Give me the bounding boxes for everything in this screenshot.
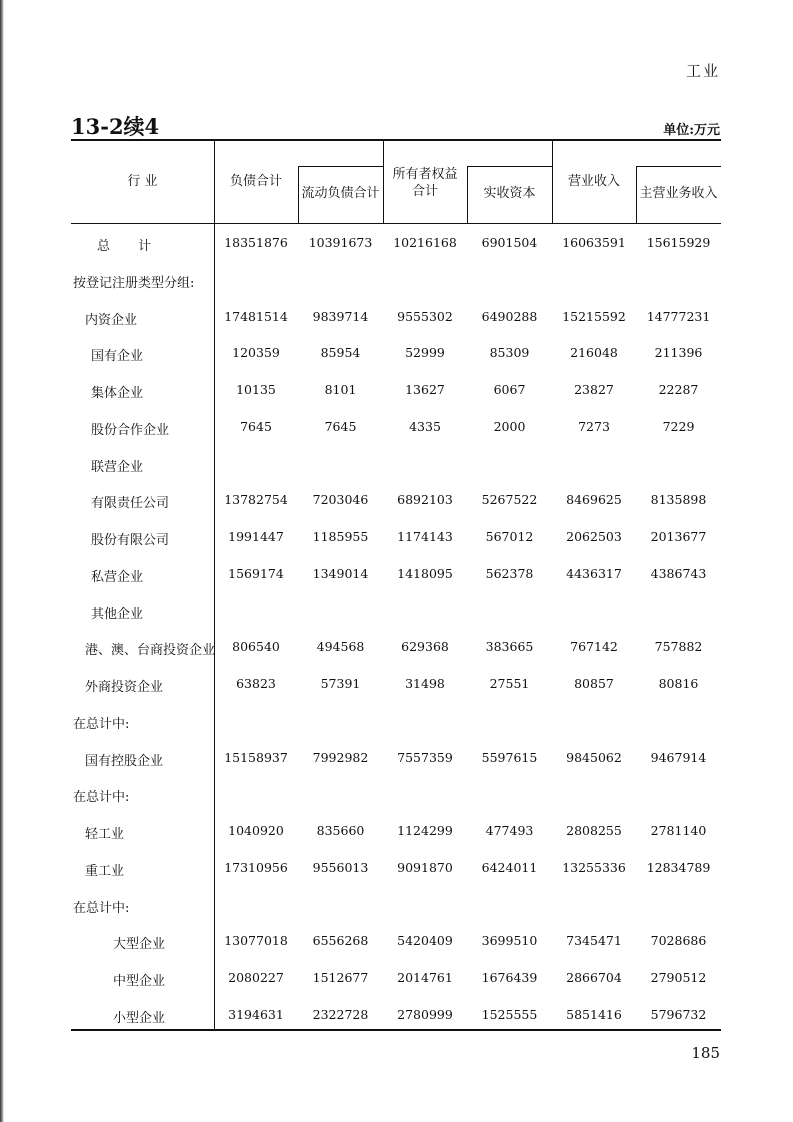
row-label: 轻工业 — [85, 827, 125, 842]
table-row — [71, 456, 721, 476]
row-label: 国有企业 — [91, 349, 144, 365]
row-value: 18351876 — [224, 235, 288, 250]
row-value: 1174143 — [397, 529, 453, 544]
row-value: 6892103 — [397, 492, 453, 508]
row-value: 15215592 — [562, 308, 626, 324]
table-row — [71, 1007, 721, 1027]
table-row — [71, 603, 721, 623]
unit-label: 单位:万元 — [663, 123, 720, 138]
row-value: 120359 — [232, 345, 280, 361]
row-value: 15158937 — [224, 749, 288, 765]
row-value: 477493 — [485, 823, 534, 838]
row-value: 5796732 — [650, 1006, 707, 1022]
row-value: 85309 — [489, 345, 530, 361]
row-value: 7028686 — [650, 933, 707, 949]
row-label: 大型企业 — [113, 937, 166, 953]
row-label: 集体企业 — [91, 386, 144, 401]
row-label: 私营企业 — [91, 569, 144, 585]
row-value: 1525555 — [481, 1006, 538, 1022]
table-row — [71, 970, 721, 990]
table-row — [71, 566, 721, 586]
row-value: 2080227 — [228, 970, 284, 985]
row-value: 13255336 — [562, 859, 626, 875]
row-value: 8101 — [324, 382, 357, 397]
row-value: 562378 — [485, 565, 534, 581]
row-label: 外商投资企业 — [85, 680, 164, 695]
row-value: 4386743 — [650, 565, 707, 581]
row-value: 629368 — [401, 639, 449, 655]
row-value: 9845062 — [566, 749, 622, 765]
table-row — [71, 309, 721, 329]
row-value: 4436317 — [566, 565, 622, 581]
row-label: 股份合作企业 — [91, 422, 170, 438]
row-label: 在总计中: — [73, 716, 130, 732]
row-value: 2781140 — [650, 823, 707, 838]
row-value: 80857 — [574, 676, 614, 691]
row-value: 10216168 — [393, 235, 457, 250]
table-title: 13-2续4 — [71, 114, 160, 139]
row-value: 57391 — [320, 676, 361, 691]
table-row — [71, 492, 721, 512]
row-value: 7229 — [662, 418, 695, 434]
row-value: 52999 — [405, 345, 445, 361]
table-row — [71, 713, 721, 733]
table-row — [71, 676, 721, 696]
row-value: 2013677 — [650, 529, 707, 544]
row-value: 7203046 — [312, 492, 369, 508]
row-value: 63823 — [236, 676, 276, 691]
row-value: 567012 — [485, 529, 534, 544]
row-label: 按登记注册类型分组: — [73, 275, 195, 291]
row-value: 806540 — [232, 639, 280, 655]
row-label: 有限责任公司 — [91, 496, 170, 512]
column-divider — [383, 141, 384, 223]
table-row — [71, 897, 721, 917]
row-value: 3699510 — [481, 933, 538, 949]
table-row — [71, 860, 721, 880]
row-label: 在总计中: — [73, 790, 130, 806]
header-owners-equity: 所有者权益合计 — [392, 167, 458, 199]
header-industry: 行 业 — [127, 174, 158, 189]
row-value: 80816 — [658, 676, 699, 691]
row-value: 9839714 — [312, 308, 369, 324]
row-value: 5420409 — [397, 933, 453, 949]
row-value: 1124299 — [397, 823, 453, 838]
row-value: 2014761 — [397, 970, 453, 985]
row-value: 767142 — [570, 639, 618, 655]
row-value: 3194631 — [228, 1006, 284, 1022]
row-value: 9555302 — [397, 308, 453, 324]
row-value: 5851416 — [566, 1006, 622, 1022]
subheader-rule — [298, 166, 383, 167]
row-value: 494568 — [316, 639, 365, 655]
row-value: 9556013 — [312, 859, 369, 875]
row-value: 7645 — [324, 418, 357, 434]
row-label: 联营企业 — [91, 459, 144, 475]
row-value: 1349014 — [312, 565, 369, 581]
row-value: 1418095 — [397, 565, 453, 581]
table-row — [71, 933, 721, 953]
table-row — [71, 750, 721, 770]
row-value: 13782754 — [224, 492, 288, 508]
table-header-rule — [71, 223, 721, 224]
table-row — [71, 823, 721, 843]
row-value: 10391673 — [308, 235, 373, 250]
row-label: 国有控股企业 — [85, 753, 164, 769]
row-value: 7557359 — [397, 749, 453, 765]
row-label: 在总计中: — [73, 900, 130, 916]
row-value: 12834789 — [646, 859, 711, 875]
row-value: 17310956 — [224, 859, 288, 875]
row-value: 22287 — [658, 382, 699, 397]
row-value: 23827 — [574, 382, 614, 397]
table-row — [71, 639, 721, 659]
row-value: 2866704 — [566, 970, 622, 985]
row-value: 211396 — [654, 345, 703, 361]
row-value: 383665 — [485, 639, 534, 655]
row-value: 2062503 — [566, 529, 622, 544]
row-value: 4335 — [409, 418, 441, 434]
row-value: 8469625 — [566, 492, 622, 508]
row-value: 2808255 — [566, 823, 622, 838]
row-label: 股份有限公司 — [91, 533, 170, 548]
row-value: 27551 — [489, 676, 530, 691]
row-value: 9091870 — [397, 859, 453, 875]
row-value: 85954 — [320, 345, 361, 361]
row-value: 7273 — [578, 418, 610, 434]
row-value: 1185955 — [312, 529, 369, 544]
row-value: 6901504 — [481, 235, 538, 250]
table-bottom-rule — [71, 1029, 721, 1031]
row-value: 13077018 — [224, 933, 288, 949]
row-value: 15615929 — [646, 235, 711, 250]
table-row — [71, 419, 721, 439]
header-paid-in-capital: 实收资本 — [483, 186, 536, 201]
row-label: 其他企业 — [91, 606, 144, 622]
row-value: 31498 — [405, 676, 445, 691]
row-value: 7992982 — [312, 749, 369, 765]
page-number: 185 — [691, 1044, 720, 1062]
row-label: 内资企业 — [85, 312, 138, 328]
row-value: 1040920 — [228, 823, 284, 838]
page-edge-shadow — [0, 0, 4, 1122]
subheader-rule — [467, 166, 552, 167]
row-value: 2000 — [493, 418, 526, 434]
row-value: 2790512 — [650, 970, 707, 985]
table-top-rule — [71, 139, 721, 141]
row-value: 1676439 — [481, 970, 538, 985]
row-value: 835660 — [316, 823, 365, 838]
row-value: 14777231 — [646, 308, 711, 324]
row-value: 1991447 — [228, 529, 284, 544]
row-value: 10135 — [236, 382, 276, 397]
row-value: 6556268 — [312, 933, 369, 949]
row-value: 2780999 — [397, 1006, 453, 1022]
table-row — [71, 345, 721, 365]
row-value: 9467914 — [650, 749, 707, 765]
row-value: 216048 — [570, 345, 618, 361]
table-row — [71, 529, 721, 549]
row-value: 6490288 — [481, 308, 538, 324]
row-label: 中型企业 — [113, 974, 166, 989]
row-value: 5267522 — [481, 492, 538, 508]
row-label: 重工业 — [85, 863, 125, 879]
header-main-business-revenue: 主营业务收入 — [639, 186, 718, 201]
header-current-liabilities: 流动负债合计 — [301, 186, 380, 201]
row-value: 6424011 — [481, 859, 538, 875]
table-row — [71, 786, 721, 806]
row-value: 5597615 — [481, 749, 538, 765]
row-label: 小型企业 — [113, 1010, 166, 1026]
row-value: 1512677 — [312, 970, 369, 985]
row-value: 1569174 — [228, 565, 284, 581]
row-value: 8135898 — [650, 492, 707, 508]
row-label: 港、澳、台商投资企业 — [85, 643, 216, 659]
row-value: 13627 — [405, 382, 445, 397]
header-operating-revenue: 营业收入 — [567, 174, 620, 189]
row-value: 7645 — [240, 418, 272, 434]
row-value: 7345471 — [566, 933, 622, 949]
row-value: 17481514 — [224, 308, 288, 324]
row-label: 总 计 — [97, 239, 164, 254]
row-value: 16063591 — [562, 235, 626, 250]
subheader-rule — [636, 166, 721, 167]
table-row — [71, 235, 721, 255]
row-value: 757882 — [654, 639, 703, 655]
row-value: 6067 — [493, 382, 526, 397]
section-label: 工业 — [685, 62, 720, 80]
row-value: 2322728 — [312, 1006, 369, 1022]
table-row — [71, 382, 721, 402]
table-row — [71, 272, 721, 292]
header-total-liabilities: 负债合计 — [229, 174, 282, 189]
